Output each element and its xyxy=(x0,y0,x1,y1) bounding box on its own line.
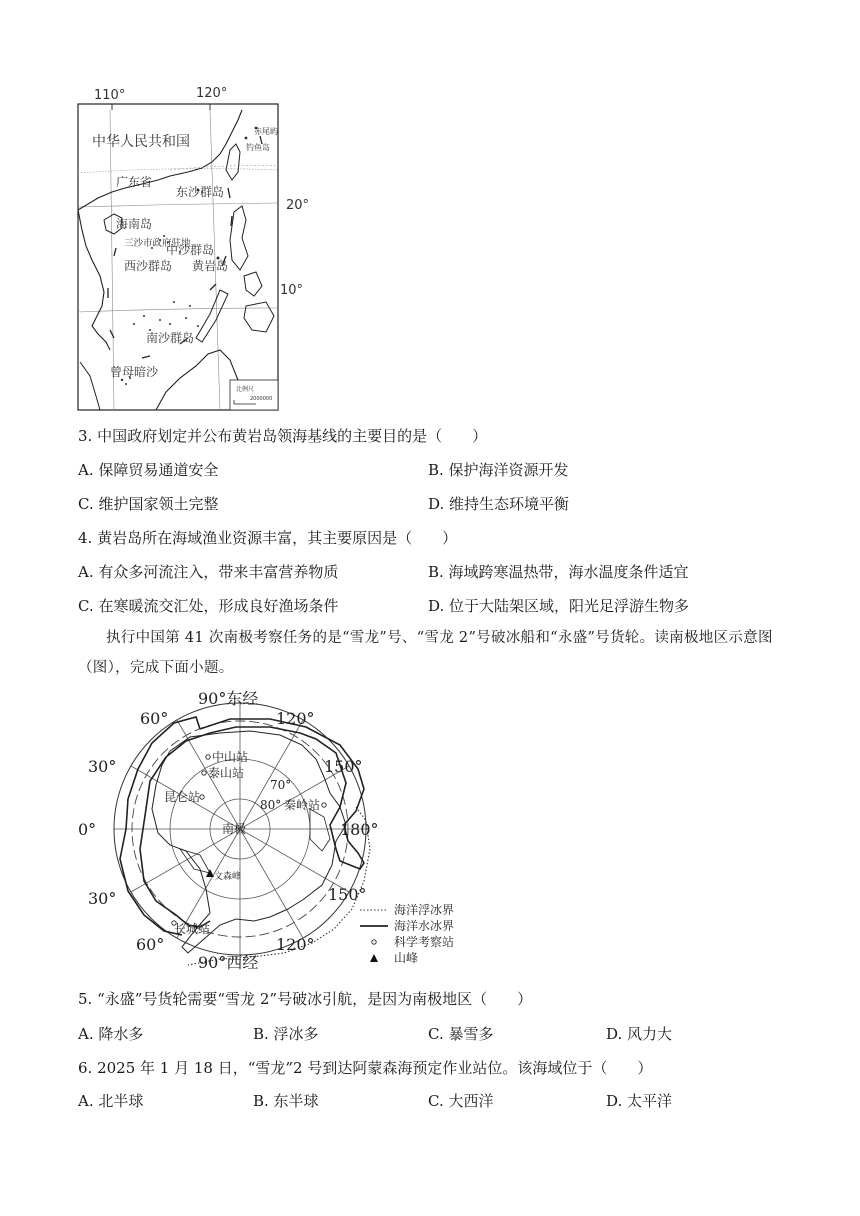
zengmu-label: 曾母暗沙 xyxy=(110,365,159,379)
lat-70-label: 70° xyxy=(270,778,292,792)
q6-stem: 6. 2025 年 1 月 18 日，“雪龙”2 号到达阿蒙森海预定作业站位。该海域位于（ ） xyxy=(78,1059,653,1077)
q5-option-d[interactable]: D. 风力大 xyxy=(606,1025,673,1043)
lon-60-top-label: 60° xyxy=(140,709,169,728)
q6-option-d[interactable]: D. 太平洋 xyxy=(606,1092,673,1110)
south-china-sea-map xyxy=(70,80,330,415)
lon-0-label: 0° xyxy=(78,820,97,839)
scale-label: 比例尺 xyxy=(236,386,255,393)
dongsha-label: 东沙群岛 xyxy=(176,185,225,199)
south-pole-label: 南极 xyxy=(222,822,247,836)
q4-option-b[interactable]: B. 海域跨寒温热带，海水温度条件适宜 xyxy=(428,563,689,581)
zhongsha-label: 中沙群岛 xyxy=(166,243,215,257)
diaoyu-label: 钓鱼岛 xyxy=(246,143,270,152)
q3-option-b[interactable]: B. 保护海洋资源开发 xyxy=(428,461,569,479)
q3-option-c[interactable]: C. 维护国家领土完整 xyxy=(78,495,219,513)
kunlun-label: 昆仑站 xyxy=(164,790,201,804)
zhongshan-label: 中山站 xyxy=(212,750,249,764)
lon-30-top-label: 30° xyxy=(88,757,117,776)
antarctic-map xyxy=(70,688,480,978)
lon-90w-label: 90°西经 xyxy=(198,953,259,972)
q5-stem: 5. “永盛”号货轮需要“雪龙 2”号破冰引航，是因为南极地区（ ） xyxy=(78,990,533,1008)
vinson-peak-icon xyxy=(206,869,214,877)
q3-option-d[interactable]: D. 维持生态环境平衡 xyxy=(428,495,570,513)
hainan-label: 海南岛 xyxy=(116,217,153,231)
changcheng-label: 长城站 xyxy=(174,922,211,936)
guangdong-label: 广东省 xyxy=(116,175,153,189)
scale-box xyxy=(230,380,278,410)
lon-180-label: 180° xyxy=(340,820,379,839)
xisha-label: 西沙群岛 xyxy=(124,259,173,273)
q5-option-b[interactable]: B. 浮冰多 xyxy=(253,1025,319,1043)
q4-option-a[interactable]: A. 有众多河流注入，带来丰富营养物质 xyxy=(78,563,339,581)
vinson-label: 文森峰 xyxy=(214,872,242,882)
q4-stem: 4. 黄岩岛所在海域渔业资源丰富，其主要原因是（ ） xyxy=(78,529,458,547)
huangyan-label: 黄岩岛 xyxy=(192,259,229,273)
map-legend xyxy=(360,902,454,965)
q3-stem: 3. 中国政府划定并公布黄岩岛领海基线的主要目的是（ ） xyxy=(78,427,488,445)
legend-float-ice: 海洋浮冰界 xyxy=(394,903,455,917)
q6-option-c[interactable]: C. 大西洋 xyxy=(428,1092,494,1110)
lon-90e-label: 90°东经 xyxy=(198,689,259,708)
q5-option-a[interactable]: A. 降水多 xyxy=(78,1025,144,1043)
lon-150-top-label: 150° xyxy=(324,757,363,776)
nansha-label: 南沙群岛 xyxy=(146,331,195,345)
lon-60-bottom-label: 60° xyxy=(136,935,165,954)
qinling-label: 秦岭站 xyxy=(284,798,321,812)
q4-option-c[interactable]: C. 在寒暖流交汇处，形成良好渔场条件 xyxy=(78,597,339,615)
lon-120-top-label: 120° xyxy=(276,709,315,728)
lat-20-label: 20° xyxy=(286,198,310,213)
q6-option-b[interactable]: B. 东半球 xyxy=(253,1092,319,1110)
legend-sea-ice: 海洋水冰界 xyxy=(394,919,455,933)
antarctic-intro: 执行中国第 41 次南极考察任务的是“雪龙”号、“雪龙 2”号破冰船和“永盛”号货轮。读南极地区示意图（图），完成下面小题。 xyxy=(78,630,773,676)
taishan-label: 泰山站 xyxy=(208,766,245,780)
q3-option-a[interactable]: A. 保障贸易通道安全 xyxy=(78,461,219,479)
q6-option-a[interactable]: A. 北半球 xyxy=(78,1092,144,1110)
lat-10-label: 10° xyxy=(280,283,304,298)
q5-option-c[interactable]: C. 暴雪多 xyxy=(428,1025,494,1043)
lon-30-bottom-label: 30° xyxy=(88,889,117,908)
scale-value: 2000000 xyxy=(250,396,273,402)
legend-station: 科学考察站 xyxy=(394,935,455,949)
chiwei-label: 赤尾屿 xyxy=(254,127,278,136)
lon-120-bottom-label: 120° xyxy=(276,935,315,954)
lon-120-label: 120° xyxy=(196,86,228,101)
legend-peak: 山峰 xyxy=(394,951,419,965)
country-label: 中华人民共和国 xyxy=(92,134,190,150)
lat-80-label: 80° xyxy=(260,798,282,812)
q4-option-d[interactable]: D. 位于大陆架区域，阳光足浮游生物多 xyxy=(428,597,690,615)
sansha-label: 三沙市政府驻地 xyxy=(124,238,191,249)
lon-110-label: 110° xyxy=(94,88,126,103)
lon-150-bottom-label: 150° xyxy=(328,885,367,904)
